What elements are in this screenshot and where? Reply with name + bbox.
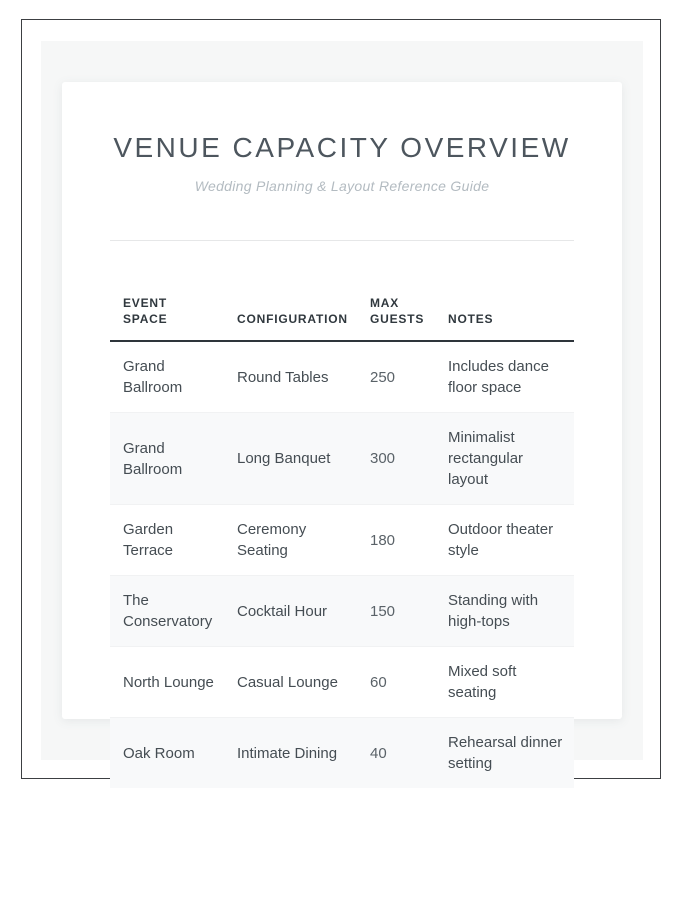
- column-header-event-space: EVENT SPACE: [110, 241, 224, 341]
- cell-max-guests: 250: [370, 368, 396, 386]
- cell-max-guests: 40: [370, 744, 387, 762]
- cell-configuration: Round Tables: [237, 368, 329, 386]
- venue-capacity-table: [110, 241, 574, 788]
- cell-configuration: Intimate Dining: [237, 744, 338, 762]
- table-header-row: [110, 241, 574, 341]
- cell-max-guests: 180: [370, 531, 396, 549]
- table-body: [110, 341, 574, 788]
- column-header-configuration: CONFIGURATION: [224, 241, 357, 341]
- cell-configuration: Ceremony Seating: [237, 521, 307, 559]
- cell-event-space: North Lounge: [123, 673, 214, 691]
- cell-notes: Rehearsal dinner setting: [448, 734, 563, 772]
- cell-notes: Includes dance floor space: [448, 358, 549, 396]
- cell-configuration: Long Banquet: [237, 450, 331, 467]
- column-header-notes: NOTES: [435, 241, 574, 341]
- cell-configuration: Cocktail Hour: [237, 602, 328, 620]
- table-row: [110, 576, 574, 647]
- document-card: [62, 82, 622, 772]
- cell-event-space: Garden Terrace: [123, 521, 174, 559]
- cell-max-guests: 150: [370, 602, 396, 620]
- cell-event-space: Grand Ballroom: [123, 439, 183, 478]
- page-title: VENUE CAPACITY OVERVIEW: [113, 132, 571, 163]
- table-row: [110, 413, 574, 505]
- cell-event-space: The Conservatory: [123, 592, 213, 630]
- table-header: [110, 241, 574, 341]
- cell-notes: Standing with high-tops: [448, 592, 539, 630]
- column-header-max-guests: MAX GUESTS: [357, 241, 435, 341]
- cell-max-guests: 300: [370, 450, 396, 467]
- cell-notes: Minimalist rectangular layout: [448, 429, 524, 488]
- table-row: [110, 505, 574, 576]
- cell-notes: Outdoor theater style: [448, 521, 554, 559]
- table-row: [110, 341, 574, 413]
- cell-max-guests: 60: [370, 673, 387, 691]
- cell-event-space: Oak Room: [123, 744, 195, 762]
- table-row: [110, 647, 574, 718]
- cell-event-space: Grand Ballroom: [123, 358, 183, 396]
- cell-notes: Mixed soft seating: [448, 663, 517, 701]
- table-row: [110, 718, 574, 789]
- page-subtitle: Wedding Planning & Layout Reference Guide: [194, 178, 490, 194]
- card-content: [62, 82, 622, 788]
- cell-configuration: Casual Lounge: [237, 673, 338, 691]
